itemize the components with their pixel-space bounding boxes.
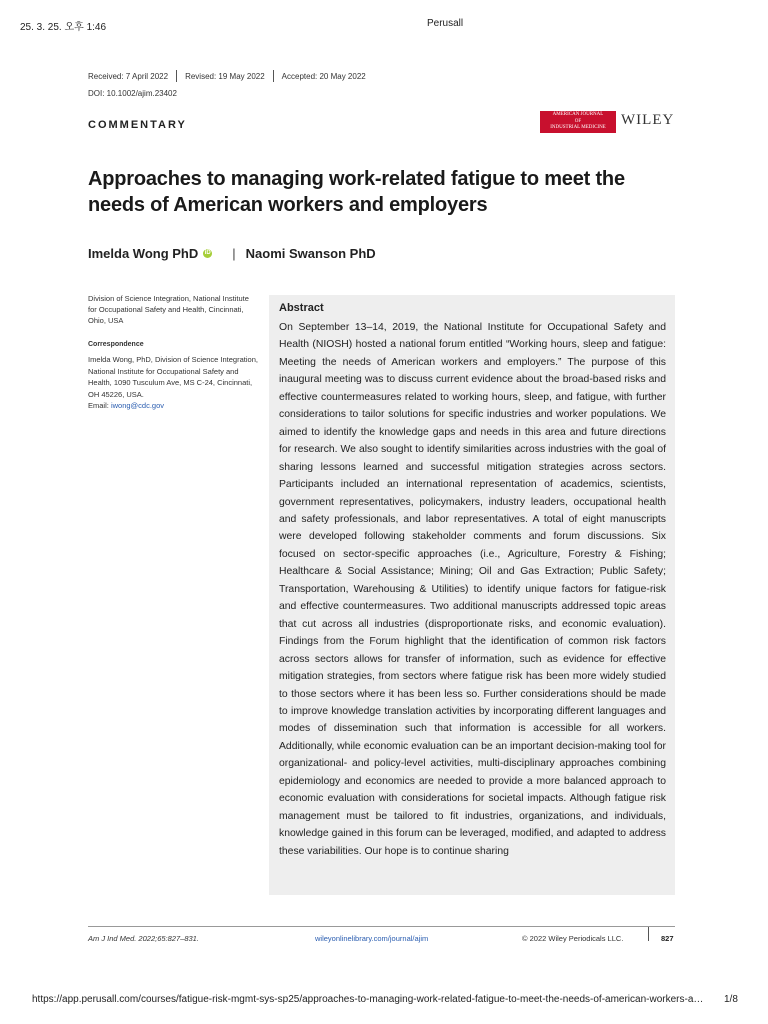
doi: DOI: 10.1002/ajim.23402 (88, 89, 177, 98)
email-label: Email: (88, 401, 109, 410)
article-title: Approaches to managing work-related fatigue to meet the needs of American workers and employers (88, 168, 625, 216)
print-url: https://app.perusall.com/courses/fatigue-risk-mgmt-sys-sp25/approaches-to-managing-work-related-fatigue-to-meet-the-needs-of-american-workers-a… (32, 994, 704, 1005)
author-line (88, 246, 376, 261)
accepted-date: Accepted: 20 May 2022 (281, 71, 366, 81)
print-datetime: 25. 3. 25. 오후 1:46 (20, 22, 107, 33)
footer-citation: Am J Ind Med. 2022;65:827–831. (88, 934, 199, 943)
author-separator: | (232, 246, 236, 261)
meta-divider (176, 70, 177, 82)
revised-date: Revised: 19 May 2022 (185, 71, 265, 81)
correspondence-heading: Correspondence (88, 341, 144, 348)
footer-copyright: © 2022 Wiley Periodicals LLC. (522, 934, 624, 943)
section-label: COMMENTARY (88, 119, 187, 131)
correspondence-body: Imelda Wong, PhD, Division of Science Integration, National Institute for Occupational Safety and Health, 1090 Tusculum Ave, MS C-24, Cincinnati, OH 45226, USA. (88, 355, 258, 399)
author-second: Naomi Swanson PhD (245, 246, 376, 261)
print-site-name: Perusall (427, 18, 464, 29)
affiliation: Division of Science Integration, National Institute for Occupational Safety and Health, Cincinnati, Ohio, USA (88, 294, 249, 325)
journal-logo-line2: OF (574, 118, 582, 124)
footer-divider (648, 927, 649, 941)
footer-page-number: 827 (661, 934, 674, 943)
orcid-icon[interactable]: iD (204, 250, 211, 256)
abstract-heading: Abstract (279, 302, 324, 314)
abstract-text: On September 13–14, 2019, the National Institute for Occupational Safety and Health (NIOSH) hosted a national forum entitled “Working hours, sleep and fatigue: Meeting the needs of American workers and employers.” The purpose of this inaugural meeting was to discuss current evidence about the broad-based risks and effective countermeasures related to working hours, sleep, and fatigue, with further considerations to tailor solutions for specific industries and worker populations. We aimed to identify the knowledge gaps and needs in this area and future directions for research. We also sought to identify similarities across industries with the goal of sharing lessons learned and successful mitigation strategies across sectors. Participants included an international representation of academics, scientists, government representatives, policymakers, industry leaders, occupational health and safety professionals, and labor representatives. A total of eight manuscripts were developed following stakeholder comments and forum discussions. Six focused on sector-specific approaches (i.e., Agriculture, Forestry & Fishing; Healthcare & Social Assistance; Mining; Oil and Gas Extraction; Public Safety; Transportation, Warehousing & Utilities) to identify unique factors for fatigue-risk and effective countermeasures. Two additional manuscripts addressed topic areas that cut across all industries (disproportionate risks, and economic evaluation). Findings from the Forum highlight that the identification of common risk factors across sectors allows for transfer of information, such as evidence for effective mitigation strategies, from sectors where fatigue risk has been more widely studied to those sectors where it has been less so. Further considerations should be made to improve knowledge translation activities by incorporating different languages and modes of dissemination such that information is accessible for all workers. Additionally, while economic evaluation can be an important decision-making tool for organizational- and policy-level activities, multi-disciplinary approaches combining epidemiology and economics are needed to provide a more balanced approach to economic evaluation with considerations for societal impacts. Although fatigue risk management must be tailored to fit industries, organizations, and individuals, knowledge gained in this forum can be leveraged, modified, and adapted to address these variabilities. Our hope is to continue sharing (279, 322, 666, 857)
article-dates (88, 70, 366, 82)
journal-logo-line3: INDUSTRIAL MEDICINE (550, 125, 606, 131)
email-link[interactable]: iwong@cdc.gov (110, 401, 164, 410)
correspondence-details (88, 354, 258, 412)
journal-logo-line1: AMERICAN JOURNAL (552, 112, 604, 118)
author-first: Imelda Wong PhD (88, 246, 199, 261)
publisher-logo: WILEY (621, 112, 675, 128)
meta-divider (273, 70, 274, 82)
footer-journal-link[interactable]: wileyonlinelibrary.com/journal/ajim (315, 934, 429, 943)
footer-rule (88, 926, 675, 927)
received-date: Received: 7 April 2022 (88, 71, 169, 81)
journal-logo (540, 111, 616, 133)
print-page-count: 1/8 (724, 994, 738, 1005)
